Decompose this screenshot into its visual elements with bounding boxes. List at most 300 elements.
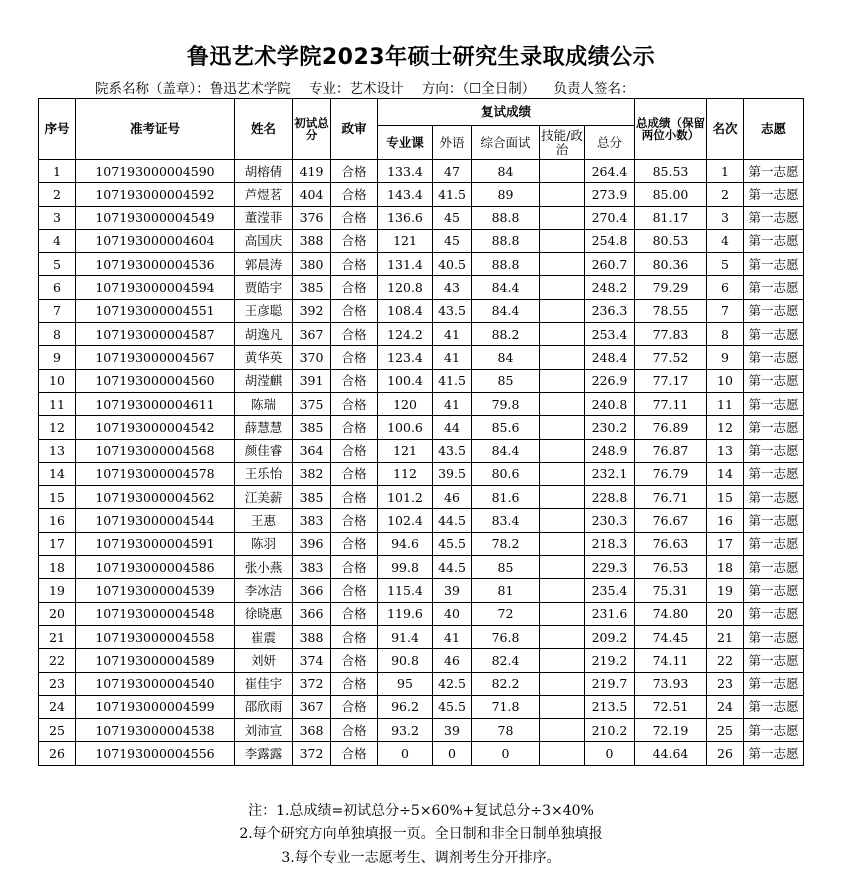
cell-rt: 219.2	[585, 649, 635, 672]
cell-total: 75.31	[635, 579, 707, 602]
cell-foreign: 39.5	[433, 462, 472, 485]
note-2: 2.每个研究方向单独填报一页。全日制和非全日制单独填报	[239, 826, 603, 842]
cell-initial: 372	[293, 742, 331, 765]
cell-major: 143.4	[378, 183, 433, 206]
table-row	[39, 416, 804, 439]
cell-rt: 0	[585, 742, 635, 765]
cell-pol: 合格	[331, 532, 378, 555]
cell-foreign: 45	[433, 206, 472, 229]
cell-interview: 88.2	[472, 323, 540, 346]
cell-rt: 240.8	[585, 392, 635, 415]
cell-rank: 19	[707, 579, 744, 602]
cell-rt: 248.2	[585, 276, 635, 299]
cell-id: 107193000004591	[76, 532, 235, 555]
meta-line	[95, 77, 649, 97]
cell-rt: 228.8	[585, 486, 635, 509]
cell-wish: 第一志愿	[744, 253, 804, 276]
cell-pol: 合格	[331, 556, 378, 579]
table-row	[39, 183, 804, 206]
cell-major: 94.6	[378, 532, 433, 555]
cell-total: 74.45	[635, 625, 707, 648]
cell-major: 124.2	[378, 323, 433, 346]
direction-label: 方向：（☐全日制）	[421, 81, 536, 97]
cell-foreign: 45	[433, 229, 472, 252]
cell-pol: 合格	[331, 625, 378, 648]
cell-seq: 3	[39, 206, 76, 229]
cell-rank: 26	[707, 742, 744, 765]
cell-foreign: 39	[433, 719, 472, 742]
cell-foreign: 0	[433, 742, 472, 765]
cell-id: 107193000004539	[76, 579, 235, 602]
cell-id: 107193000004590	[76, 160, 235, 183]
cell-id: 107193000004568	[76, 439, 235, 462]
cell-interview: 84	[472, 160, 540, 183]
cell-skill	[540, 160, 585, 183]
cell-wish: 第一志愿	[744, 206, 804, 229]
cell-name: 胡榕倩	[235, 160, 293, 183]
cell-rt: 235.4	[585, 579, 635, 602]
cell-interview: 84.4	[472, 439, 540, 462]
cell-wish: 第一志愿	[744, 742, 804, 765]
cell-foreign: 40.5	[433, 253, 472, 276]
cell-major: 96.2	[378, 695, 433, 718]
cell-wish: 第一志愿	[744, 462, 804, 485]
cell-major: 121	[378, 439, 433, 462]
table-row	[39, 369, 804, 392]
cell-interview: 85	[472, 369, 540, 392]
cell-id: 107193000004560	[76, 369, 235, 392]
cell-foreign: 47	[433, 160, 472, 183]
cell-rank: 15	[707, 486, 744, 509]
cell-wish: 第一志愿	[744, 276, 804, 299]
cell-id: 107193000004536	[76, 253, 235, 276]
header-wish: 志愿	[744, 99, 804, 160]
cell-foreign: 41	[433, 625, 472, 648]
cell-wish: 第一志愿	[744, 323, 804, 346]
cell-foreign: 41	[433, 392, 472, 415]
cell-seq: 25	[39, 719, 76, 742]
cell-major: 100.4	[378, 369, 433, 392]
cell-interview: 79.8	[472, 392, 540, 415]
cell-skill	[540, 416, 585, 439]
cell-seq: 23	[39, 672, 76, 695]
cell-initial: 380	[293, 253, 331, 276]
cell-wish: 第一志愿	[744, 649, 804, 672]
cell-initial: 392	[293, 299, 331, 322]
cell-wish: 第一志愿	[744, 556, 804, 579]
cell-wish: 第一志愿	[744, 416, 804, 439]
cell-initial: 374	[293, 649, 331, 672]
cell-rt: 209.2	[585, 625, 635, 648]
cell-pol: 合格	[331, 416, 378, 439]
cell-major: 136.6	[378, 206, 433, 229]
cell-seq: 22	[39, 649, 76, 672]
cell-seq: 12	[39, 416, 76, 439]
cell-rank: 16	[707, 509, 744, 532]
table-row	[39, 625, 804, 648]
cell-initial: 368	[293, 719, 331, 742]
cell-id: 107193000004551	[76, 299, 235, 322]
cell-skill	[540, 672, 585, 695]
header-seq: 序号	[39, 99, 76, 160]
cell-pol: 合格	[331, 719, 378, 742]
cell-rank: 8	[707, 323, 744, 346]
cell-pol: 合格	[331, 299, 378, 322]
cell-major: 115.4	[378, 579, 433, 602]
cell-wish: 第一志愿	[744, 672, 804, 695]
cell-interview: 80.6	[472, 462, 540, 485]
cell-rt: 264.4	[585, 160, 635, 183]
table-row	[39, 556, 804, 579]
cell-pol: 合格	[331, 672, 378, 695]
header-initial: 初试总分	[293, 99, 331, 160]
cell-pol: 合格	[331, 160, 378, 183]
cell-skill	[540, 346, 585, 369]
cell-total: 72.51	[635, 695, 707, 718]
cell-name: 贾皓宇	[235, 276, 293, 299]
cell-initial: 372	[293, 672, 331, 695]
table-row	[39, 672, 804, 695]
cell-name: 崔震	[235, 625, 293, 648]
cell-initial: 375	[293, 392, 331, 415]
cell-pol: 合格	[331, 742, 378, 765]
cell-wish: 第一志愿	[744, 183, 804, 206]
cell-seq: 2	[39, 183, 76, 206]
cell-initial: 383	[293, 509, 331, 532]
cell-name: 颜佳睿	[235, 439, 293, 462]
cell-name: 芦煜茗	[235, 183, 293, 206]
cell-name: 徐晓惠	[235, 602, 293, 625]
cell-rank: 20	[707, 602, 744, 625]
table-row	[39, 439, 804, 462]
cell-foreign: 43.5	[433, 439, 472, 462]
cell-rank: 14	[707, 462, 744, 485]
cell-seq: 4	[39, 229, 76, 252]
cell-major: 120.8	[378, 276, 433, 299]
cell-rank: 22	[707, 649, 744, 672]
cell-pol: 合格	[331, 486, 378, 509]
cell-total: 76.63	[635, 532, 707, 555]
cell-skill	[540, 183, 585, 206]
cell-seq: 5	[39, 253, 76, 276]
table-row	[39, 229, 804, 252]
cell-initial: 419	[293, 160, 331, 183]
cell-major: 133.4	[378, 160, 433, 183]
cell-name: 崔佳宇	[235, 672, 293, 695]
cell-total: 72.19	[635, 719, 707, 742]
table-row	[39, 579, 804, 602]
table-row	[39, 462, 804, 485]
cell-pol: 合格	[331, 579, 378, 602]
cell-total: 76.53	[635, 556, 707, 579]
cell-major: 131.4	[378, 253, 433, 276]
cell-interview: 72	[472, 602, 540, 625]
cell-foreign: 41	[433, 323, 472, 346]
cell-skill	[540, 742, 585, 765]
cell-initial: 376	[293, 206, 331, 229]
cell-interview: 82.4	[472, 649, 540, 672]
cell-total: 77.11	[635, 392, 707, 415]
cell-rt: 260.7	[585, 253, 635, 276]
cell-total: 44.64	[635, 742, 707, 765]
cell-interview: 83.4	[472, 509, 540, 532]
cell-name: 刘沛宣	[235, 719, 293, 742]
cell-skill	[540, 299, 585, 322]
cell-rank: 11	[707, 392, 744, 415]
cell-skill	[540, 486, 585, 509]
header-exam-no: 准考证号	[76, 99, 235, 160]
cell-foreign: 45.5	[433, 695, 472, 718]
cell-wish: 第一志愿	[744, 369, 804, 392]
cell-wish: 第一志愿	[744, 579, 804, 602]
table-row	[39, 346, 804, 369]
cell-name: 黄华英	[235, 346, 293, 369]
cell-seq: 8	[39, 323, 76, 346]
table-row	[39, 509, 804, 532]
cell-rank: 18	[707, 556, 744, 579]
cell-total: 80.36	[635, 253, 707, 276]
cell-total: 85.53	[635, 160, 707, 183]
cell-name: 王乐怡	[235, 462, 293, 485]
cell-seq: 15	[39, 486, 76, 509]
cell-skill	[540, 556, 585, 579]
cell-seq: 13	[39, 439, 76, 462]
header-interview: 综合面试	[472, 126, 540, 160]
cell-seq: 20	[39, 602, 76, 625]
cell-rt: 253.4	[585, 323, 635, 346]
cell-pol: 合格	[331, 323, 378, 346]
cell-rank: 21	[707, 625, 744, 648]
cell-id: 107193000004611	[76, 392, 235, 415]
cell-wish: 第一志愿	[744, 602, 804, 625]
cell-foreign: 45.5	[433, 532, 472, 555]
cell-wish: 第一志愿	[744, 532, 804, 555]
cell-foreign: 42.5	[433, 672, 472, 695]
cell-id: 107193000004594	[76, 276, 235, 299]
cell-wish: 第一志愿	[744, 160, 804, 183]
cell-skill	[540, 392, 585, 415]
cell-rank: 2	[707, 183, 744, 206]
cell-id: 107193000004549	[76, 206, 235, 229]
cell-foreign: 44	[433, 416, 472, 439]
table-row	[39, 392, 804, 415]
header-political: 政审	[331, 99, 378, 160]
table-row	[39, 160, 804, 183]
cell-foreign: 43	[433, 276, 472, 299]
table-row	[39, 602, 804, 625]
cell-total: 76.89	[635, 416, 707, 439]
cell-rt: 218.3	[585, 532, 635, 555]
cell-skill	[540, 649, 585, 672]
cell-foreign: 43.5	[433, 299, 472, 322]
cell-rank: 17	[707, 532, 744, 555]
cell-interview: 84	[472, 346, 540, 369]
cell-wish: 第一志愿	[744, 299, 804, 322]
cell-skill	[540, 462, 585, 485]
dept-label: 院系名称（盖章）：鲁迅艺术学院	[95, 81, 291, 97]
cell-interview: 84.4	[472, 276, 540, 299]
cell-foreign: 46	[433, 486, 472, 509]
cell-pol: 合格	[331, 439, 378, 462]
table-row	[39, 532, 804, 555]
cell-initial: 388	[293, 625, 331, 648]
cell-interview: 78	[472, 719, 540, 742]
cell-seq: 17	[39, 532, 76, 555]
cell-pol: 合格	[331, 649, 378, 672]
cell-initial: 391	[293, 369, 331, 392]
cell-interview: 71.8	[472, 695, 540, 718]
cell-rt: 236.3	[585, 299, 635, 322]
cell-id: 107193000004556	[76, 742, 235, 765]
cell-seq: 6	[39, 276, 76, 299]
cell-id: 107193000004592	[76, 183, 235, 206]
cell-pol: 合格	[331, 346, 378, 369]
header-retest-total: 总分	[585, 126, 635, 160]
cell-total: 77.83	[635, 323, 707, 346]
cell-id: 107193000004567	[76, 346, 235, 369]
cell-rank: 7	[707, 299, 744, 322]
cell-major: 100.6	[378, 416, 433, 439]
cell-initial: 366	[293, 602, 331, 625]
cell-total: 74.80	[635, 602, 707, 625]
cell-interview: 85	[472, 556, 540, 579]
table-row	[39, 323, 804, 346]
cell-name: 张小燕	[235, 556, 293, 579]
cell-major: 108.4	[378, 299, 433, 322]
cell-initial: 396	[293, 532, 331, 555]
cell-major: 123.4	[378, 346, 433, 369]
cell-rank: 23	[707, 672, 744, 695]
cell-interview: 81.6	[472, 486, 540, 509]
cell-id: 107193000004558	[76, 625, 235, 648]
cell-major: 91.4	[378, 625, 433, 648]
cell-pol: 合格	[331, 392, 378, 415]
cell-pol: 合格	[331, 462, 378, 485]
header-major-course: 专业课	[378, 126, 433, 160]
table-row	[39, 649, 804, 672]
cell-id: 107193000004548	[76, 602, 235, 625]
major-label: 专业：艺术设计	[309, 81, 404, 97]
cell-name: 胡逸凡	[235, 323, 293, 346]
cell-wish: 第一志愿	[744, 719, 804, 742]
header-name: 姓名	[235, 99, 293, 160]
cell-major: 93.2	[378, 719, 433, 742]
cell-id: 107193000004604	[76, 229, 235, 252]
cell-rank: 10	[707, 369, 744, 392]
cell-rank: 3	[707, 206, 744, 229]
cell-name: 胡滢麒	[235, 369, 293, 392]
cell-rank: 25	[707, 719, 744, 742]
cell-seq: 11	[39, 392, 76, 415]
cell-seq: 1	[39, 160, 76, 183]
cell-major: 121	[378, 229, 433, 252]
cell-initial: 367	[293, 323, 331, 346]
cell-initial: 364	[293, 439, 331, 462]
table-row	[39, 206, 804, 229]
table-row	[39, 299, 804, 322]
cell-skill	[540, 253, 585, 276]
cell-pol: 合格	[331, 276, 378, 299]
cell-id: 107193000004589	[76, 649, 235, 672]
cell-pol: 合格	[331, 369, 378, 392]
cell-interview: 88.8	[472, 253, 540, 276]
cell-skill	[540, 206, 585, 229]
cell-id: 107193000004540	[76, 672, 235, 695]
note-1: 注：1.总成绩=初试总分÷5×60%+复试总分÷3×40%	[248, 803, 594, 819]
cell-initial: 385	[293, 486, 331, 509]
cell-rt: 273.9	[585, 183, 635, 206]
cell-rt: 232.1	[585, 462, 635, 485]
cell-interview: 89	[472, 183, 540, 206]
cell-major: 99.8	[378, 556, 433, 579]
cell-name: 李露露	[235, 742, 293, 765]
cell-major: 0	[378, 742, 433, 765]
cell-seq: 9	[39, 346, 76, 369]
cell-foreign: 44.5	[433, 509, 472, 532]
cell-pol: 合格	[331, 229, 378, 252]
cell-pol: 合格	[331, 602, 378, 625]
cell-interview: 88.8	[472, 229, 540, 252]
cell-wish: 第一志愿	[744, 439, 804, 462]
cell-rt: 254.8	[585, 229, 635, 252]
cell-interview: 76.8	[472, 625, 540, 648]
cell-initial: 383	[293, 556, 331, 579]
cell-initial: 370	[293, 346, 331, 369]
cell-seq: 21	[39, 625, 76, 648]
cell-initial: 385	[293, 416, 331, 439]
header-foreign: 外语	[433, 126, 472, 160]
cell-skill	[540, 625, 585, 648]
cell-name: 陈羽	[235, 532, 293, 555]
cell-rank: 5	[707, 253, 744, 276]
cell-pol: 合格	[331, 183, 378, 206]
cell-seq: 18	[39, 556, 76, 579]
cell-seq: 7	[39, 299, 76, 322]
cell-interview: 84.4	[472, 299, 540, 322]
cell-total: 77.52	[635, 346, 707, 369]
cell-wish: 第一志愿	[744, 625, 804, 648]
cell-seq: 10	[39, 369, 76, 392]
table-row	[39, 253, 804, 276]
cell-wish: 第一志愿	[744, 229, 804, 252]
cell-id: 107193000004587	[76, 323, 235, 346]
cell-rt: 219.7	[585, 672, 635, 695]
cell-foreign: 41	[433, 346, 472, 369]
cell-initial: 404	[293, 183, 331, 206]
score-table	[38, 98, 804, 766]
cell-id: 107193000004544	[76, 509, 235, 532]
cell-rt: 248.4	[585, 346, 635, 369]
cell-interview: 81	[472, 579, 540, 602]
cell-foreign: 44.5	[433, 556, 472, 579]
cell-rank: 12	[707, 416, 744, 439]
cell-initial: 367	[293, 695, 331, 718]
cell-total: 76.67	[635, 509, 707, 532]
table-row	[39, 276, 804, 299]
cell-total: 77.17	[635, 369, 707, 392]
page-title: 鲁迅艺术学院2023年硕士研究生录取成绩公示	[186, 45, 656, 70]
cell-name: 王惠	[235, 509, 293, 532]
cell-rt: 213.5	[585, 695, 635, 718]
header-skill: 技能/政治	[540, 126, 585, 160]
cell-skill	[540, 276, 585, 299]
cell-major: 101.2	[378, 486, 433, 509]
cell-interview: 85.6	[472, 416, 540, 439]
cell-total: 81.17	[635, 206, 707, 229]
cell-rt: 229.3	[585, 556, 635, 579]
cell-rank: 6	[707, 276, 744, 299]
cell-name: 郭晨涛	[235, 253, 293, 276]
